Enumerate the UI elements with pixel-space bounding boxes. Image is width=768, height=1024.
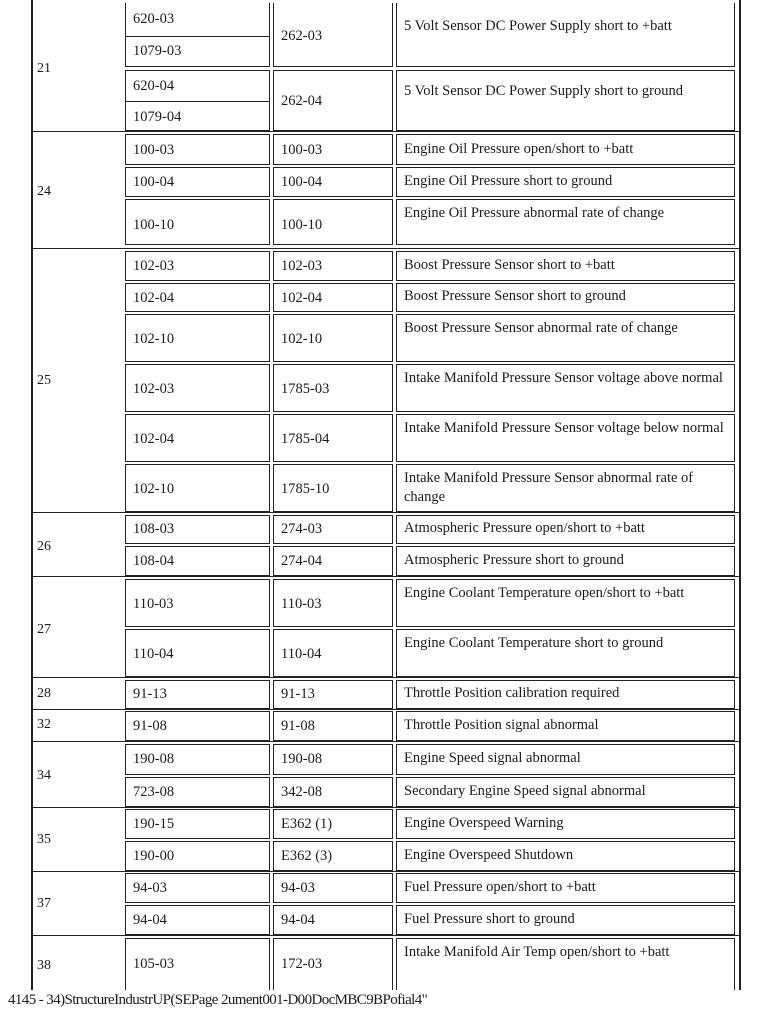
description-cell — [396, 938, 735, 990]
description-cell — [396, 134, 735, 165]
mid-value: 102-10 — [133, 331, 175, 347]
description-cell — [396, 414, 735, 462]
pid-cell — [273, 777, 393, 807]
description-cell — [396, 873, 735, 903]
mid-cell — [125, 364, 270, 412]
fault-description: 5 Volt Sensor DC Power Supply short to ground — [404, 83, 684, 99]
code-group — [31, 3, 740, 132]
pid-value: 94-03 — [281, 880, 315, 896]
table-row — [125, 314, 735, 362]
flash-code: 21 — [37, 61, 51, 76]
page-footer: 4145 - 34)StructureIndustrUP(SEPage 2ument001-D00DocMBC9BPofial4" — [8, 992, 428, 1008]
table-row — [125, 70, 735, 131]
fault-description: Fuel Pressure short to ground — [404, 911, 575, 927]
description-cell — [396, 744, 735, 775]
pid-cell — [273, 938, 393, 990]
pid-cell — [273, 515, 393, 544]
fault-description: Boost Pressure Sensor short to +batt — [404, 257, 615, 273]
mid-value: 102-03 — [133, 258, 175, 274]
flash-code: 27 — [37, 622, 51, 637]
mid-cell — [125, 873, 270, 903]
fault-description: Engine Coolant Temperature open/short to +batt — [404, 585, 685, 601]
mid-value: 620-04 — [133, 78, 175, 94]
flash-code: 25 — [37, 373, 51, 388]
mid-value: 1079-04 — [133, 109, 182, 125]
description-cell — [396, 3, 735, 67]
mid-cell — [125, 314, 270, 362]
mid-cell — [125, 809, 270, 839]
pid-cell — [273, 841, 393, 871]
pid-cell — [273, 629, 393, 677]
fault-description: Engine Coolant Temperature short to ground — [404, 635, 664, 651]
mid-cell — [125, 629, 270, 677]
table-row — [125, 464, 735, 512]
mid-value: 108-03 — [133, 521, 175, 537]
flash-code: 24 — [37, 184, 51, 199]
pid-value: 1785-10 — [281, 481, 330, 497]
flash-code: 37 — [37, 896, 51, 911]
mid-cell — [125, 283, 270, 312]
mid-cell — [125, 414, 270, 462]
code-group — [31, 579, 740, 678]
table-row — [125, 744, 735, 775]
pid-value: 274-04 — [281, 553, 323, 569]
pid-value: 1785-04 — [281, 431, 330, 447]
fault-description: Intake Manifold Pressure Sensor voltage above normal — [404, 370, 723, 386]
flash-code: 34 — [37, 768, 51, 783]
pid-value: 190-08 — [281, 751, 323, 767]
pid-cell — [273, 364, 393, 412]
table-row — [125, 905, 735, 935]
description-cell — [396, 629, 735, 677]
pid-value: 262-04 — [281, 93, 323, 109]
description-cell — [396, 70, 735, 131]
mid-value: 190-15 — [133, 816, 175, 832]
table-row — [125, 167, 735, 197]
table-row — [125, 414, 735, 462]
code-group — [31, 873, 740, 936]
fault-description: Engine Oil Pressure abnormal rate of change — [404, 205, 665, 221]
mid-cell — [125, 464, 270, 512]
fault-description: Engine Oil Pressure short to ground — [404, 173, 613, 189]
flash-code: 32 — [37, 717, 51, 732]
description-cell — [396, 579, 735, 627]
fault-description: Intake Manifold Pressure Sensor voltage below normal — [404, 420, 724, 436]
pid-cell — [273, 314, 393, 362]
pid-value: 342-08 — [281, 784, 323, 800]
description-cell — [396, 199, 735, 245]
pid-cell — [273, 70, 393, 131]
pid-value: 172-03 — [281, 956, 323, 972]
fault-description: Secondary Engine Speed signal abnormal — [404, 783, 646, 799]
mid-value: 190-08 — [133, 751, 175, 767]
description-cell — [396, 905, 735, 935]
table-row — [125, 199, 735, 245]
description-cell — [396, 167, 735, 197]
mid-value: 100-04 — [133, 174, 175, 190]
mid-value: 1079-03 — [133, 43, 182, 59]
description-cell — [396, 809, 735, 839]
mid-cell — [125, 515, 270, 544]
mid-cell — [125, 777, 270, 807]
mid-value: 102-04 — [133, 290, 175, 306]
table-row — [125, 283, 735, 312]
fault-description: Throttle Position calibration required — [404, 685, 620, 701]
mid-value: 110-03 — [133, 596, 174, 612]
pid-cell — [273, 579, 393, 627]
description-cell — [396, 251, 735, 281]
pid-value: E362 (1) — [281, 816, 333, 832]
table-row — [125, 809, 735, 839]
mid-value: 105-03 — [133, 956, 175, 972]
pid-value: 102-04 — [281, 290, 323, 306]
description-cell — [396, 546, 735, 576]
mid-value: 190-00 — [133, 848, 175, 864]
mid-cell — [125, 199, 270, 245]
code-group — [31, 938, 740, 990]
code-group — [31, 744, 740, 808]
pid-value: 100-04 — [281, 174, 323, 190]
code-group — [31, 809, 740, 872]
mid-cell — [125, 841, 270, 871]
description-cell — [396, 364, 735, 412]
mid-cell — [125, 938, 270, 990]
pid-cell — [273, 546, 393, 576]
pid-cell — [273, 464, 393, 512]
mid-value: 94-04 — [133, 912, 167, 928]
code-group — [31, 711, 740, 742]
table-row — [125, 777, 735, 807]
pid-value: 110-03 — [281, 596, 322, 612]
pid-value: 262-03 — [281, 28, 323, 44]
pid-cell — [273, 809, 393, 839]
description-cell — [396, 464, 735, 512]
fault-description: Intake Manifold Pressure Sensor abnormal rate of change — [404, 470, 694, 505]
mid-cell — [125, 744, 270, 775]
pid-value: 110-04 — [281, 646, 322, 662]
table-row — [125, 134, 735, 165]
pid-value: 274-03 — [281, 521, 323, 537]
code-group — [31, 251, 740, 513]
mid-value: 110-04 — [133, 646, 174, 662]
mid-cell — [125, 3, 270, 67]
code-group — [31, 134, 740, 249]
table-row — [125, 3, 735, 67]
pid-cell — [273, 199, 393, 245]
fault-description: Engine Oil Pressure open/short to +batt — [404, 141, 634, 157]
description-cell — [396, 777, 735, 807]
pid-cell — [273, 167, 393, 197]
table-row — [125, 629, 735, 677]
pid-value: 102-03 — [281, 258, 323, 274]
mid-value: 102-03 — [133, 381, 175, 397]
table-row — [125, 711, 735, 741]
code-group — [31, 515, 740, 577]
pid-value: 94-04 — [281, 912, 315, 928]
mid-cell — [125, 251, 270, 281]
pid-cell — [273, 680, 393, 709]
mid-cell — [125, 711, 270, 741]
table-row — [125, 364, 735, 412]
table-row — [125, 515, 735, 544]
mid-value: 620-03 — [133, 11, 175, 27]
pid-value: E362 (3) — [281, 848, 333, 864]
fault-description: Intake Manifold Air Temp open/short to +batt — [404, 944, 670, 960]
pid-cell — [273, 873, 393, 903]
mid-value: 723-08 — [133, 784, 175, 800]
flash-code: 35 — [37, 832, 51, 847]
pid-value: 102-10 — [281, 331, 323, 347]
mid-cell — [125, 70, 270, 131]
mid-value: 100-10 — [133, 217, 175, 233]
mid-cell — [125, 680, 270, 709]
fault-description: Engine Speed signal abnormal — [404, 750, 581, 766]
mid-value: 102-10 — [133, 481, 175, 497]
table-row — [125, 938, 735, 990]
fault-description: Engine Overspeed Shutdown — [404, 847, 574, 863]
mid-cell — [125, 905, 270, 935]
pid-cell — [273, 283, 393, 312]
pid-cell — [273, 414, 393, 462]
description-cell — [396, 711, 735, 741]
fault-description: Fuel Pressure open/short to +batt — [404, 879, 596, 895]
flash-code: 38 — [37, 958, 51, 973]
table-row — [125, 546, 735, 576]
description-cell — [396, 841, 735, 871]
mid-value: 91-08 — [133, 718, 167, 734]
pid-cell — [273, 744, 393, 775]
description-cell — [396, 680, 735, 709]
code-group — [31, 680, 740, 710]
pid-cell — [273, 134, 393, 165]
pid-value: 100-03 — [281, 142, 323, 158]
fault-description: Atmospheric Pressure short to ground — [404, 552, 624, 568]
mid-value: 102-04 — [133, 431, 175, 447]
mid-cell — [125, 546, 270, 576]
mid-cell — [125, 579, 270, 627]
mid-value: 91-13 — [133, 686, 167, 702]
fault-description: Throttle Position signal abnormal — [404, 717, 599, 733]
mid-value: 94-03 — [133, 880, 167, 896]
table-row — [125, 841, 735, 871]
fault-description: 5 Volt Sensor DC Power Supply short to +batt — [404, 18, 672, 34]
fault-description: Atmospheric Pressure open/short to +batt — [404, 520, 645, 536]
flash-code: 26 — [37, 539, 51, 554]
fault-description: Boost Pressure Sensor short to ground — [404, 288, 626, 304]
mid-value: 108-04 — [133, 553, 175, 569]
table-row — [125, 873, 735, 903]
pid-cell — [273, 905, 393, 935]
pid-cell — [273, 711, 393, 741]
mid-cell — [125, 167, 270, 197]
mid-cell — [125, 134, 270, 165]
mid-value: 100-03 — [133, 142, 175, 158]
table-row — [125, 579, 735, 627]
description-cell — [396, 314, 735, 362]
table-row — [125, 680, 735, 709]
pid-cell — [273, 251, 393, 281]
pid-value: 91-13 — [281, 686, 315, 702]
flash-code: 28 — [37, 686, 51, 701]
pid-value: 91-08 — [281, 718, 315, 734]
description-cell — [396, 283, 735, 312]
table-row — [125, 251, 735, 281]
fault-description: Boost Pressure Sensor abnormal rate of change — [404, 320, 678, 336]
fault-description: Engine Overspeed Warning — [404, 815, 564, 831]
pid-value: 1785-03 — [281, 381, 330, 397]
pid-cell — [273, 3, 393, 67]
description-cell — [396, 515, 735, 544]
pid-value: 100-10 — [281, 217, 323, 233]
